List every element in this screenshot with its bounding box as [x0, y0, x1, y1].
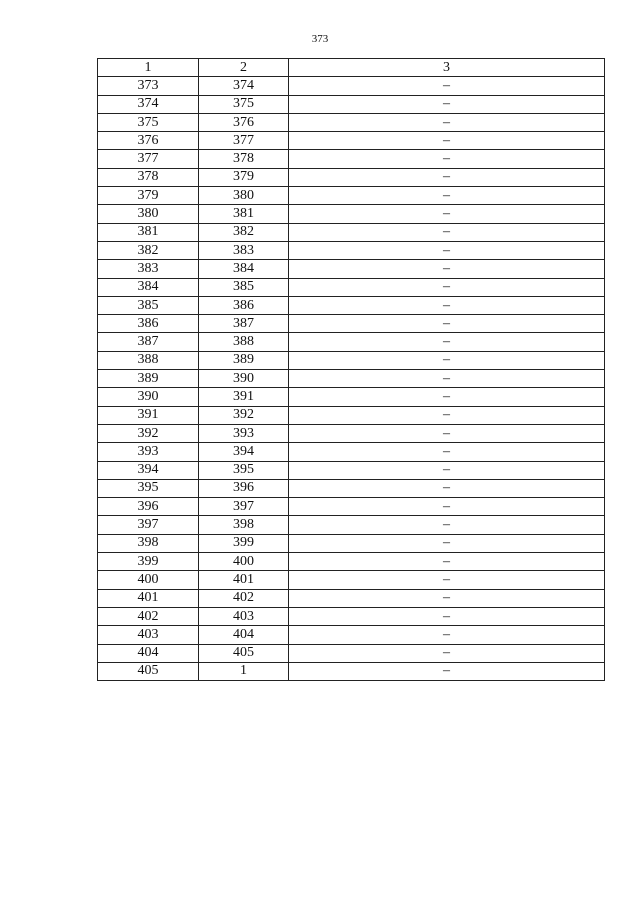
table-cell-col-3: – — [289, 388, 605, 406]
table-row — [98, 95, 605, 113]
table-cell-col-1: 379 — [98, 187, 199, 205]
table-body — [98, 77, 605, 681]
table-cell-col-1: 397 — [98, 516, 199, 534]
page-number: 373 — [311, 33, 329, 45]
table-cell-col-3: – — [289, 370, 605, 388]
table-row — [98, 150, 605, 168]
table-cell-col-3: – — [289, 443, 605, 461]
table-cell-col-3: – — [289, 553, 605, 571]
table-row — [98, 553, 605, 571]
table-cell-col-2: 403 — [199, 607, 289, 625]
table-cell-col-2: 390 — [199, 370, 289, 388]
table-cell-col-1: 389 — [98, 370, 199, 388]
table-cell-col-2: 382 — [199, 223, 289, 241]
table-cell-col-3: – — [289, 77, 605, 95]
table-row — [98, 370, 605, 388]
table-cell-col-3: – — [289, 571, 605, 589]
table-cell-col-2: 375 — [199, 95, 289, 113]
table-cell-col-2: 377 — [199, 132, 289, 150]
table-cell-col-3: – — [289, 278, 605, 296]
table-cell-col-3: – — [289, 644, 605, 662]
table-row — [98, 278, 605, 296]
table-cell-col-2: 384 — [199, 260, 289, 278]
table-row — [98, 662, 605, 680]
table-row — [98, 223, 605, 241]
data-table — [97, 58, 605, 681]
table-cell-col-3: – — [289, 132, 605, 150]
table-cell-col-1: 404 — [98, 644, 199, 662]
table-cell-col-2: 385 — [199, 278, 289, 296]
table-cell-col-1: 378 — [98, 168, 199, 186]
table-cell-col-1: 381 — [98, 223, 199, 241]
table-cell-col-2: 405 — [199, 644, 289, 662]
table-row — [98, 626, 605, 644]
table-cell-col-2: 402 — [199, 589, 289, 607]
table-cell-col-2: 392 — [199, 406, 289, 424]
table-cell-col-3: – — [289, 95, 605, 113]
table-cell-col-1: 382 — [98, 241, 199, 259]
table-cell-col-3: – — [289, 205, 605, 223]
table-row — [98, 333, 605, 351]
table-cell-col-1: 380 — [98, 205, 199, 223]
table-cell-col-3: – — [289, 241, 605, 259]
table-cell-col-1: 399 — [98, 553, 199, 571]
table-cell-col-3: – — [289, 168, 605, 186]
table-cell-col-3: – — [289, 589, 605, 607]
table-cell-col-3: – — [289, 223, 605, 241]
table-cell-col-1: 386 — [98, 315, 199, 333]
table-cell-col-2: 381 — [199, 205, 289, 223]
table-row — [98, 516, 605, 534]
table-cell-col-3: – — [289, 479, 605, 497]
table-cell-col-2: 400 — [199, 553, 289, 571]
table-row — [98, 534, 605, 552]
table-cell-col-1: 402 — [98, 607, 199, 625]
table-cell-col-3: – — [289, 662, 605, 680]
table-cell-col-2: 374 — [199, 77, 289, 95]
table-cell-col-3: – — [289, 406, 605, 424]
table-cell-col-1: 400 — [98, 571, 199, 589]
table-cell-col-3: – — [289, 534, 605, 552]
table-cell-col-1: 391 — [98, 406, 199, 424]
table-cell-col-2: 388 — [199, 333, 289, 351]
table-cell-col-2: 398 — [199, 516, 289, 534]
table-cell-col-2: 394 — [199, 443, 289, 461]
table-cell-col-3: – — [289, 113, 605, 131]
table-cell-col-3: – — [289, 150, 605, 168]
table-cell-col-1: 373 — [98, 77, 199, 95]
table-cell-col-3: – — [289, 424, 605, 442]
table-row — [98, 424, 605, 442]
table-cell-col-2: 396 — [199, 479, 289, 497]
table-cell-col-3: – — [289, 296, 605, 314]
table-cell-col-1: 396 — [98, 498, 199, 516]
table-cell-col-2: 389 — [199, 351, 289, 369]
table-cell-col-3: – — [289, 351, 605, 369]
table-cell-col-3: – — [289, 187, 605, 205]
table-row — [98, 168, 605, 186]
column-header-1: 1 — [98, 59, 199, 77]
table-row — [98, 607, 605, 625]
table-cell-col-2: 379 — [199, 168, 289, 186]
table-row — [98, 644, 605, 662]
table-cell-col-2: 386 — [199, 296, 289, 314]
table-cell-col-3: – — [289, 260, 605, 278]
table-cell-col-2: 399 — [199, 534, 289, 552]
table-cell-col-1: 395 — [98, 479, 199, 497]
table-row — [98, 296, 605, 314]
table-cell-col-1: 385 — [98, 296, 199, 314]
table-cell-col-1: 376 — [98, 132, 199, 150]
table-cell-col-1: 398 — [98, 534, 199, 552]
table-cell-col-1: 374 — [98, 95, 199, 113]
table-row — [98, 479, 605, 497]
table-cell-col-2: 395 — [199, 461, 289, 479]
table-cell-col-1: 392 — [98, 424, 199, 442]
table-cell-col-1: 390 — [98, 388, 199, 406]
table-row — [98, 260, 605, 278]
table-row — [98, 132, 605, 150]
table-header-row — [98, 59, 605, 77]
table-cell-col-1: 403 — [98, 626, 199, 644]
table-cell-col-1: 394 — [98, 461, 199, 479]
table-cell-col-3: – — [289, 516, 605, 534]
table-cell-col-1: 388 — [98, 351, 199, 369]
table-row — [98, 443, 605, 461]
table-cell-col-1: 393 — [98, 443, 199, 461]
table-cell-col-2: 376 — [199, 113, 289, 131]
table-cell-col-2: 404 — [199, 626, 289, 644]
table-row — [98, 187, 605, 205]
table-cell-col-1: 375 — [98, 113, 199, 131]
table-cell-col-1: 401 — [98, 589, 199, 607]
table-cell-col-2: 378 — [199, 150, 289, 168]
table-cell-col-1: 383 — [98, 260, 199, 278]
table-row — [98, 498, 605, 516]
table-cell-col-2: 397 — [199, 498, 289, 516]
table-cell-col-2: 383 — [199, 241, 289, 259]
table-cell-col-3: – — [289, 461, 605, 479]
table-cell-col-2: 387 — [199, 315, 289, 333]
table-row — [98, 388, 605, 406]
table-row — [98, 571, 605, 589]
table-cell-col-3: – — [289, 607, 605, 625]
table-cell-col-2: 1 — [199, 662, 289, 680]
table-cell-col-1: 384 — [98, 278, 199, 296]
table-cell-col-2: 401 — [199, 571, 289, 589]
table-row — [98, 113, 605, 131]
table-cell-col-3: – — [289, 315, 605, 333]
table-cell-col-3: – — [289, 498, 605, 516]
table-cell-col-2: 391 — [199, 388, 289, 406]
table-cell-col-3: – — [289, 626, 605, 644]
table-row — [98, 205, 605, 223]
column-header-3: 3 — [289, 59, 605, 77]
table-row — [98, 351, 605, 369]
table-cell-col-1: 377 — [98, 150, 199, 168]
table-cell-col-1: 387 — [98, 333, 199, 351]
table-row — [98, 589, 605, 607]
table-row — [98, 241, 605, 259]
table-row — [98, 315, 605, 333]
table-row — [98, 461, 605, 479]
table-cell-col-3: – — [289, 333, 605, 351]
column-header-2: 2 — [199, 59, 289, 77]
table-row — [98, 406, 605, 424]
table-row — [98, 77, 605, 95]
table-cell-col-2: 393 — [199, 424, 289, 442]
table-cell-col-1: 405 — [98, 662, 199, 680]
table-cell-col-2: 380 — [199, 187, 289, 205]
